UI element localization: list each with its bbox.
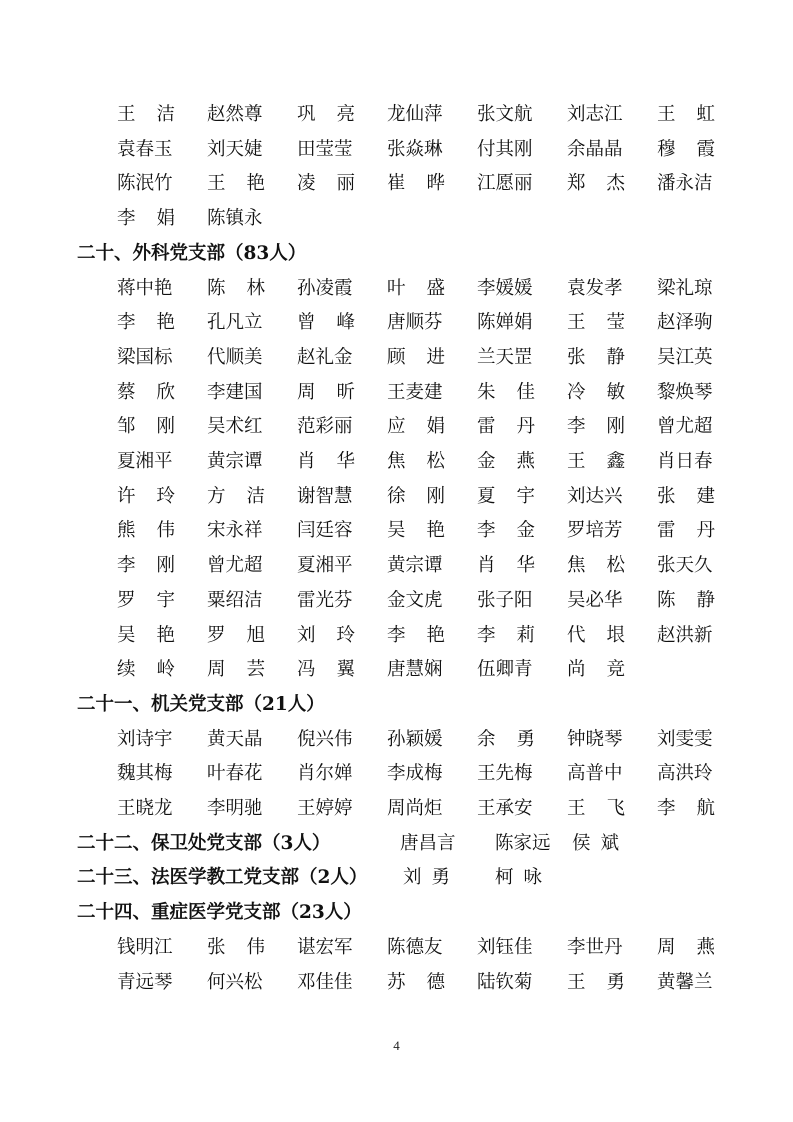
member-name: 尚竞 xyxy=(567,659,625,681)
member-name: 刘志江 xyxy=(567,104,623,125)
member-name: 余晶晶 xyxy=(567,138,623,160)
member-name: 范彩丽 xyxy=(297,416,353,438)
member-name: 王虹 xyxy=(657,104,715,125)
name-row xyxy=(0,516,793,546)
section-title: 二十三、法医学教工党支部（2人） xyxy=(77,867,368,889)
section-heading xyxy=(77,690,325,720)
member-name: 何兴松 xyxy=(207,971,263,993)
section-title: 二十四、重症医学党支部（23人） xyxy=(77,902,362,924)
member-name: 兰天罡 xyxy=(477,346,533,368)
member-name: 冯翼 xyxy=(297,659,355,681)
name-row xyxy=(0,274,793,304)
member-name: 黎焕琴 xyxy=(657,381,713,403)
member-name: 李金 xyxy=(477,520,535,542)
member-name: 王洁 xyxy=(117,104,175,125)
member-name: 李成梅 xyxy=(387,763,443,785)
member-name: 孙凌霞 xyxy=(297,277,353,299)
member-name: 张建 xyxy=(657,485,715,507)
member-name: 续岭 xyxy=(117,659,175,681)
page-number: 4 xyxy=(393,1038,400,1053)
member-name: 熊伟 xyxy=(117,520,175,542)
member-name: 钱明江 xyxy=(117,936,173,958)
member-name: 吴江英 xyxy=(657,346,713,368)
member-name: 王婷婷 xyxy=(297,798,353,819)
member-name: 黄馨兰 xyxy=(657,971,713,993)
member-name: 雷丹 xyxy=(657,520,715,542)
member-name: 罗宇 xyxy=(117,589,175,611)
member-name: 李建国 xyxy=(207,381,263,403)
member-name: 崔晔 xyxy=(387,173,445,195)
member-name: 顾进 xyxy=(387,346,445,368)
member-name: 孔凡立 xyxy=(207,312,263,334)
name-row xyxy=(0,135,793,165)
member-name: 张子阳 xyxy=(477,589,533,611)
member-name: 吴术红 xyxy=(207,416,263,438)
member-name: 张伟 xyxy=(207,936,265,958)
member-name: 夏湘平 xyxy=(117,451,173,472)
member-name: 宋永祥 xyxy=(207,520,263,542)
member-name: 肖尔婵 xyxy=(297,763,353,785)
member-name: 吴艳 xyxy=(387,520,445,542)
member-name: 焦松 xyxy=(567,555,625,577)
name-row xyxy=(0,100,793,130)
member-name: 肖华 xyxy=(477,555,535,577)
member-name: 陈镇永 xyxy=(207,208,263,230)
member-name: 代顺美 xyxy=(207,346,263,368)
member-name: 吴必华 xyxy=(567,589,623,611)
name-row xyxy=(0,204,793,234)
member-name: 罗旭 xyxy=(207,624,265,646)
member-name: 周尚炬 xyxy=(387,798,443,819)
member-name: 李娟 xyxy=(117,208,175,230)
section-heading xyxy=(77,898,362,928)
member-name: 夏湘平 xyxy=(297,555,353,577)
member-name: 龙仙萍 xyxy=(387,104,443,125)
member-name: 陈泯竹 xyxy=(117,173,173,195)
member-name: 赵洪新 xyxy=(657,624,713,646)
name-row xyxy=(0,378,793,408)
member-name: 倪兴伟 xyxy=(297,728,353,750)
member-name: 梁礼琼 xyxy=(657,277,713,299)
member-name: 谌宏军 xyxy=(297,936,353,958)
member-name: 蒋中艳 xyxy=(117,277,173,299)
member-name: 孙颖媛 xyxy=(387,728,443,750)
member-name: 陈静 xyxy=(657,589,715,611)
member-name: 闫廷容 xyxy=(297,520,353,542)
section-title: 二十一、机关党支部（21人） xyxy=(77,693,325,715)
name-row xyxy=(0,412,793,442)
member-name: 叶盛 xyxy=(387,277,445,299)
member-name: 付其刚 xyxy=(477,138,533,160)
member-name: 王鑫 xyxy=(567,451,625,472)
member-name: 陈婵娟 xyxy=(477,312,533,334)
member-name: 金燕 xyxy=(477,451,535,472)
name-row xyxy=(0,933,793,963)
member-name: 凌丽 xyxy=(297,173,355,195)
member-name: 黄天晶 xyxy=(207,728,263,750)
section-title: 二十、外科党支部（83人） xyxy=(77,242,307,264)
member-name: 徐刚 xyxy=(387,485,445,507)
member-name: 谢智慧 xyxy=(297,485,353,507)
member-name: 夏宇 xyxy=(477,485,535,507)
member-name: 朱佳 xyxy=(477,381,535,403)
name-row xyxy=(0,169,793,199)
member-name: 方洁 xyxy=(207,485,265,507)
member-name: 唐顺芬 xyxy=(387,312,443,334)
member-name: 邓佳佳 xyxy=(297,971,353,993)
member-name: 张静 xyxy=(567,346,625,368)
member-name: 魏其梅 xyxy=(117,763,173,785)
member-name: 代垠 xyxy=(567,624,625,646)
member-name: 田莹莹 xyxy=(297,138,353,160)
member-name: 周昕 xyxy=(297,381,355,403)
member-name: 陈家远 xyxy=(495,832,551,854)
member-name: 王艳 xyxy=(207,173,265,195)
member-name: 肖华 xyxy=(297,451,355,472)
member-name: 李明驰 xyxy=(207,798,263,819)
member-name: 罗培芳 xyxy=(567,520,623,542)
member-name: 曾峰 xyxy=(297,312,355,334)
member-name: 邹刚 xyxy=(117,416,175,438)
member-name: 李莉 xyxy=(477,624,535,646)
member-name: 苏德 xyxy=(387,971,445,993)
member-name: 穆霞 xyxy=(657,138,715,160)
member-name: 刘达兴 xyxy=(567,485,623,507)
member-name: 袁春玉 xyxy=(117,138,173,160)
member-name: 许玲 xyxy=(117,485,175,507)
member-name: 高普中 xyxy=(567,763,623,785)
member-name: 刘勇 xyxy=(403,867,461,889)
member-name: 应娟 xyxy=(387,416,445,438)
member-name: 伍卿青 xyxy=(477,659,533,681)
member-name: 陈德友 xyxy=(387,936,443,958)
member-name: 赵泽驹 xyxy=(657,312,713,334)
member-name: 巩亮 xyxy=(297,104,355,125)
member-name: 王晓龙 xyxy=(117,798,173,819)
member-name: 焦松 xyxy=(387,451,445,472)
member-name: 郑杰 xyxy=(567,173,625,195)
name-row xyxy=(0,586,793,616)
member-name: 青远琴 xyxy=(117,971,173,993)
member-name: 张文航 xyxy=(477,104,533,125)
section-heading xyxy=(77,863,553,893)
member-name: 王麦建 xyxy=(387,381,443,403)
member-name: 王飞 xyxy=(567,798,625,819)
member-name: 金文虎 xyxy=(387,589,443,611)
member-name: 刘钰佳 xyxy=(477,936,533,958)
member-name: 李航 xyxy=(657,798,715,819)
member-name: 刘诗宇 xyxy=(117,728,173,750)
member-name: 雷光芬 xyxy=(297,589,353,611)
member-name: 江愿丽 xyxy=(477,173,533,195)
member-name: 李媛媛 xyxy=(477,277,533,299)
member-name: 王先梅 xyxy=(477,763,533,785)
member-name: 李艳 xyxy=(387,624,445,646)
member-name: 袁发孝 xyxy=(567,277,623,299)
member-name: 唐慧娴 xyxy=(387,659,443,681)
member-name: 陈林 xyxy=(207,277,265,299)
member-name: 粟绍洁 xyxy=(207,589,263,611)
member-name: 黄宗谭 xyxy=(387,555,443,577)
member-name: 梁国标 xyxy=(117,346,173,368)
member-name: 曾尤超 xyxy=(657,416,713,438)
member-name: 李世丹 xyxy=(567,936,623,958)
name-row xyxy=(0,551,793,581)
name-row xyxy=(0,343,793,373)
member-name: 黄宗谭 xyxy=(207,451,263,472)
name-row xyxy=(0,447,793,477)
member-name: 冷敏 xyxy=(567,381,625,403)
member-name: 赵然尊 xyxy=(207,104,263,125)
member-name: 唐昌言 xyxy=(400,832,456,854)
member-name: 蔡欣 xyxy=(117,381,175,403)
name-row xyxy=(0,482,793,512)
member-name: 吴艳 xyxy=(117,624,175,646)
member-name: 陆钦菊 xyxy=(477,971,533,993)
member-name: 侯斌 xyxy=(572,832,630,854)
member-name: 刘玲 xyxy=(297,624,355,646)
member-name: 赵礼金 xyxy=(297,346,353,368)
member-name: 叶春花 xyxy=(207,763,263,785)
member-name: 周燕 xyxy=(657,936,715,958)
section-title: 二十二、保卫处党支部（3人） xyxy=(77,832,331,854)
member-name: 曾尤超 xyxy=(207,555,263,577)
name-row xyxy=(0,968,793,998)
member-name: 余勇 xyxy=(477,728,535,750)
name-row xyxy=(0,655,793,685)
section-heading xyxy=(77,829,630,859)
member-name: 李刚 xyxy=(117,555,175,577)
name-row xyxy=(0,725,793,755)
name-row xyxy=(0,308,793,338)
member-name: 张天久 xyxy=(657,555,713,577)
member-name: 李艳 xyxy=(117,312,175,334)
member-name: 王承安 xyxy=(477,798,533,819)
member-name: 柯咏 xyxy=(495,867,553,889)
member-name: 潘永洁 xyxy=(657,173,713,195)
member-name: 李刚 xyxy=(567,416,625,438)
member-name: 刘天婕 xyxy=(207,138,263,160)
member-name: 雷丹 xyxy=(477,416,535,438)
member-name: 张焱琳 xyxy=(387,138,443,160)
name-row xyxy=(0,794,793,824)
section-heading xyxy=(77,239,306,269)
name-row xyxy=(0,759,793,789)
member-name: 钟晓琴 xyxy=(567,728,623,750)
member-name: 刘雯雯 xyxy=(657,728,713,750)
name-row xyxy=(0,621,793,651)
member-name: 王莹 xyxy=(567,312,625,334)
member-name: 王勇 xyxy=(567,971,625,993)
member-name: 肖日春 xyxy=(657,451,713,472)
member-name: 高洪玲 xyxy=(657,763,713,785)
member-name: 周芸 xyxy=(207,659,265,681)
